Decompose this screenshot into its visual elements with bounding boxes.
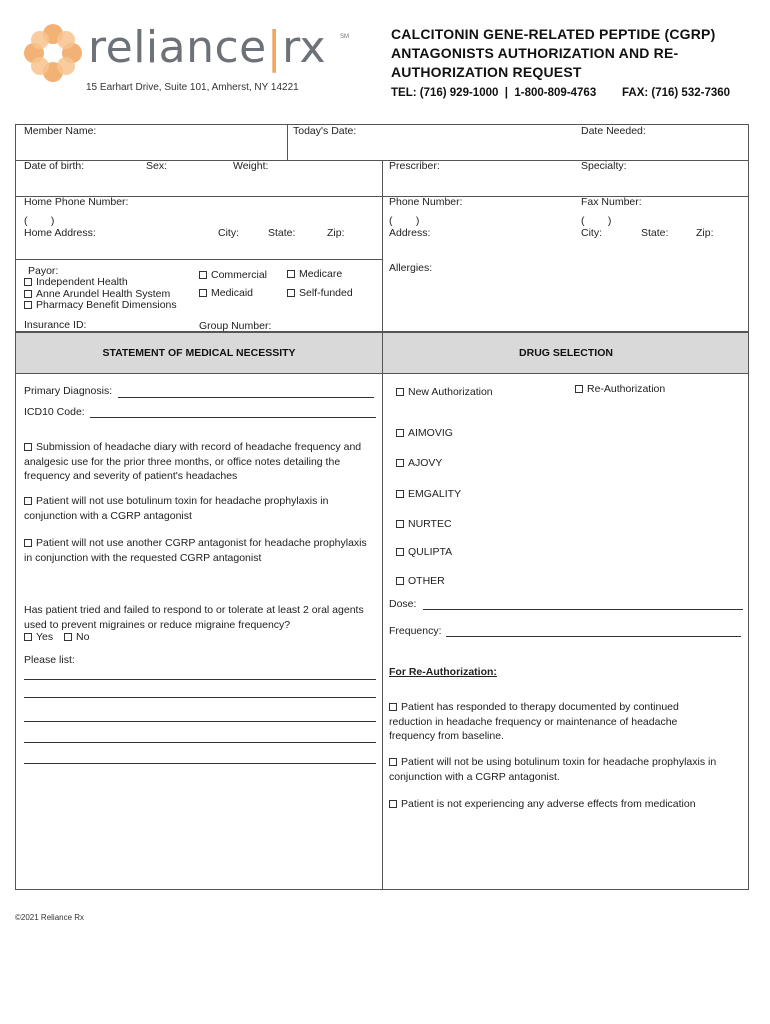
member-name-label: Member Name:: [24, 125, 97, 137]
primary-diagnosis-label: Primary Diagnosis:: [24, 385, 113, 397]
checkbox-icon[interactable]: [575, 385, 583, 393]
icd10-label: ICD10 Code:: [24, 406, 85, 418]
checkbox-icon[interactable]: [24, 301, 32, 309]
frequency-label: Frequency:: [389, 625, 442, 637]
checkbox-icon[interactable]: [396, 388, 404, 396]
prescriber-fax-paren: ( ): [581, 215, 612, 227]
logo-suffix: rx: [282, 22, 327, 73]
checkbox-icon[interactable]: [287, 270, 295, 278]
checkbox-icon[interactable]: [389, 800, 397, 808]
group-number-label: Group Number:: [199, 320, 272, 332]
checkbox-icon[interactable]: [396, 429, 404, 437]
drug-option-ajovy[interactable]: AJOVY: [396, 457, 442, 469]
copyright: ©2021 Reliance Rx: [15, 913, 85, 922]
prescriber-label: Prescriber:: [389, 160, 440, 172]
dose-field[interactable]: [423, 609, 743, 610]
logo: reliance|rx SM: [22, 22, 352, 82]
necessity-item-headache-diary[interactable]: Submission of headache diary with record of headache frequency and analgesic use for the prior three months, or office notes detailing the frequency and severity of patient's headaches: [24, 441, 362, 482]
drug-option-aimovig[interactable]: AIMOVIG: [396, 427, 453, 439]
checkbox-icon[interactable]: [24, 633, 32, 641]
checkbox-icon[interactable]: [396, 548, 404, 556]
specialty-label: Specialty:: [581, 160, 627, 172]
drug-option-qulipta[interactable]: QULIPTA: [396, 546, 452, 558]
answer-no[interactable]: No: [64, 631, 89, 643]
payor-anne-arundel[interactable]: Anne Arundel Health System: [24, 288, 170, 300]
checkbox-icon[interactable]: [287, 289, 295, 297]
drug-option-emgality[interactable]: EMGALITY: [396, 488, 461, 500]
list-line-2[interactable]: [24, 697, 376, 698]
payor-commercial[interactable]: Commercial: [199, 269, 267, 281]
prescriber-phone-label: Phone Number:: [389, 196, 463, 208]
allergies-label: Allergies:: [389, 262, 433, 274]
icd10-field[interactable]: [90, 417, 376, 418]
payor-independent-health[interactable]: Independent Health: [24, 276, 128, 288]
reauth-item-botulinum[interactable]: Patient will not be using botulinum toxin for headache prophylaxis in conjunction with a CGRP antagonist.: [389, 756, 717, 783]
home-phone-paren: ( ): [24, 215, 55, 227]
primary-diagnosis-field[interactable]: [118, 397, 374, 398]
checkbox-icon[interactable]: [396, 490, 404, 498]
new-authorization-option[interactable]: New Authorization: [396, 386, 493, 398]
home-state-label: State:: [268, 227, 296, 239]
fax-number: FAX: (716) 532-7360: [622, 87, 731, 99]
home-address-label: Home Address:: [24, 227, 96, 239]
tel-numbers: TEL: (716) 929-1000 | 1-800-809-4763: [391, 87, 597, 99]
checkbox-icon[interactable]: [199, 271, 207, 279]
home-city-label: City:: [218, 227, 239, 239]
payor-label: Payor:: [28, 265, 59, 277]
payor-medicare[interactable]: Medicare: [287, 268, 342, 280]
prescriber-city-label: City:: [581, 227, 602, 239]
prescriber-state-label: State:: [641, 227, 669, 239]
reauth-item-adverse[interactable]: Patient is not experiencing any adverse effects from medication: [389, 797, 747, 812]
drug-option-nurtec[interactable]: NURTEC: [396, 518, 452, 530]
necessity-item-another-cgrp[interactable]: Patient will not use another CGRP antagonist for headache prophylaxis in conjunction with the requested CGRP antagonist: [24, 537, 367, 564]
drug-option-other[interactable]: OTHER: [396, 575, 445, 587]
reauth-item-responded[interactable]: Patient has responded to therapy documented by continued reduction in headache frequency or maintenance of headache frequency from baseline.: [389, 701, 679, 742]
checkbox-icon[interactable]: [396, 577, 404, 585]
dob-label: Date of birth:: [24, 160, 85, 172]
logo-service-mark: SM: [340, 34, 349, 40]
flower-logo-icon: [22, 22, 84, 84]
payor-pharmacy-benefit[interactable]: Pharmacy Benefit Dimensions: [24, 299, 177, 311]
home-zip-label: Zip:: [327, 227, 345, 239]
checkbox-icon[interactable]: [64, 633, 72, 641]
sex-label: Sex:: [146, 160, 168, 172]
form-title: CALCITONIN GENE-RELATED PEPTIDE (CGRP) ANTAGONISTS AUTHORIZATION AND RE- AUTHORIZATION REQUEST: [391, 26, 716, 80]
checkbox-icon[interactable]: [389, 758, 397, 766]
todays-date-label: Today's Date:: [293, 125, 357, 137]
payor-medicaid[interactable]: Medicaid: [199, 287, 253, 299]
checkbox-icon[interactable]: [396, 520, 404, 528]
logo-word: reliance: [88, 22, 267, 73]
necessity-header: STATEMENT OF MEDICAL NECESSITY: [102, 347, 296, 359]
frequency-field[interactable]: [446, 636, 741, 637]
company-address: 15 Earhart Drive, Suite 101, Amherst, NY 14221: [86, 82, 299, 93]
weight-label: Weight:: [233, 160, 269, 172]
checkbox-icon[interactable]: [24, 290, 32, 298]
checkbox-icon[interactable]: [24, 278, 32, 286]
oral-agents-question: Has patient tried and failed to respond to or tolerate at least 2 oral agents used to prevent migraines or reduce migraine frequency?: [24, 604, 364, 631]
list-line-5[interactable]: [24, 763, 376, 764]
dose-label: Dose:: [389, 598, 417, 610]
payor-self-funded[interactable]: Self-funded: [287, 287, 353, 299]
prescriber-zip-label: Zip:: [696, 227, 714, 239]
re-authorization-option[interactable]: Re-Authorization: [575, 383, 665, 395]
please-list-label: Please list:: [24, 654, 75, 666]
list-line-3[interactable]: [24, 721, 376, 722]
checkbox-icon[interactable]: [24, 539, 32, 547]
list-line-1[interactable]: [24, 679, 376, 680]
home-phone-label: Home Phone Number:: [24, 196, 129, 208]
list-line-4[interactable]: [24, 742, 376, 743]
drug-selection-header: DRUG SELECTION: [519, 347, 613, 359]
prescriber-fax-label: Fax Number:: [581, 196, 642, 208]
date-needed-label: Date Needed:: [581, 125, 646, 137]
checkbox-icon[interactable]: [389, 703, 397, 711]
necessity-item-botulinum[interactable]: Patient will not use botulinum toxin for headache prophylaxis in conjunction with a CGRP antagonist: [24, 495, 329, 522]
checkbox-icon[interactable]: [199, 289, 207, 297]
reauth-header: For Re-Authorization:: [389, 666, 497, 678]
checkbox-icon[interactable]: [24, 443, 32, 451]
answer-yes[interactable]: Yes: [24, 631, 53, 643]
prescriber-phone-paren: ( ): [389, 215, 420, 227]
checkbox-icon[interactable]: [396, 459, 404, 467]
prescriber-address-label: Address:: [389, 227, 431, 239]
insurance-id-label: Insurance ID:: [24, 319, 87, 331]
checkbox-icon[interactable]: [24, 497, 32, 505]
